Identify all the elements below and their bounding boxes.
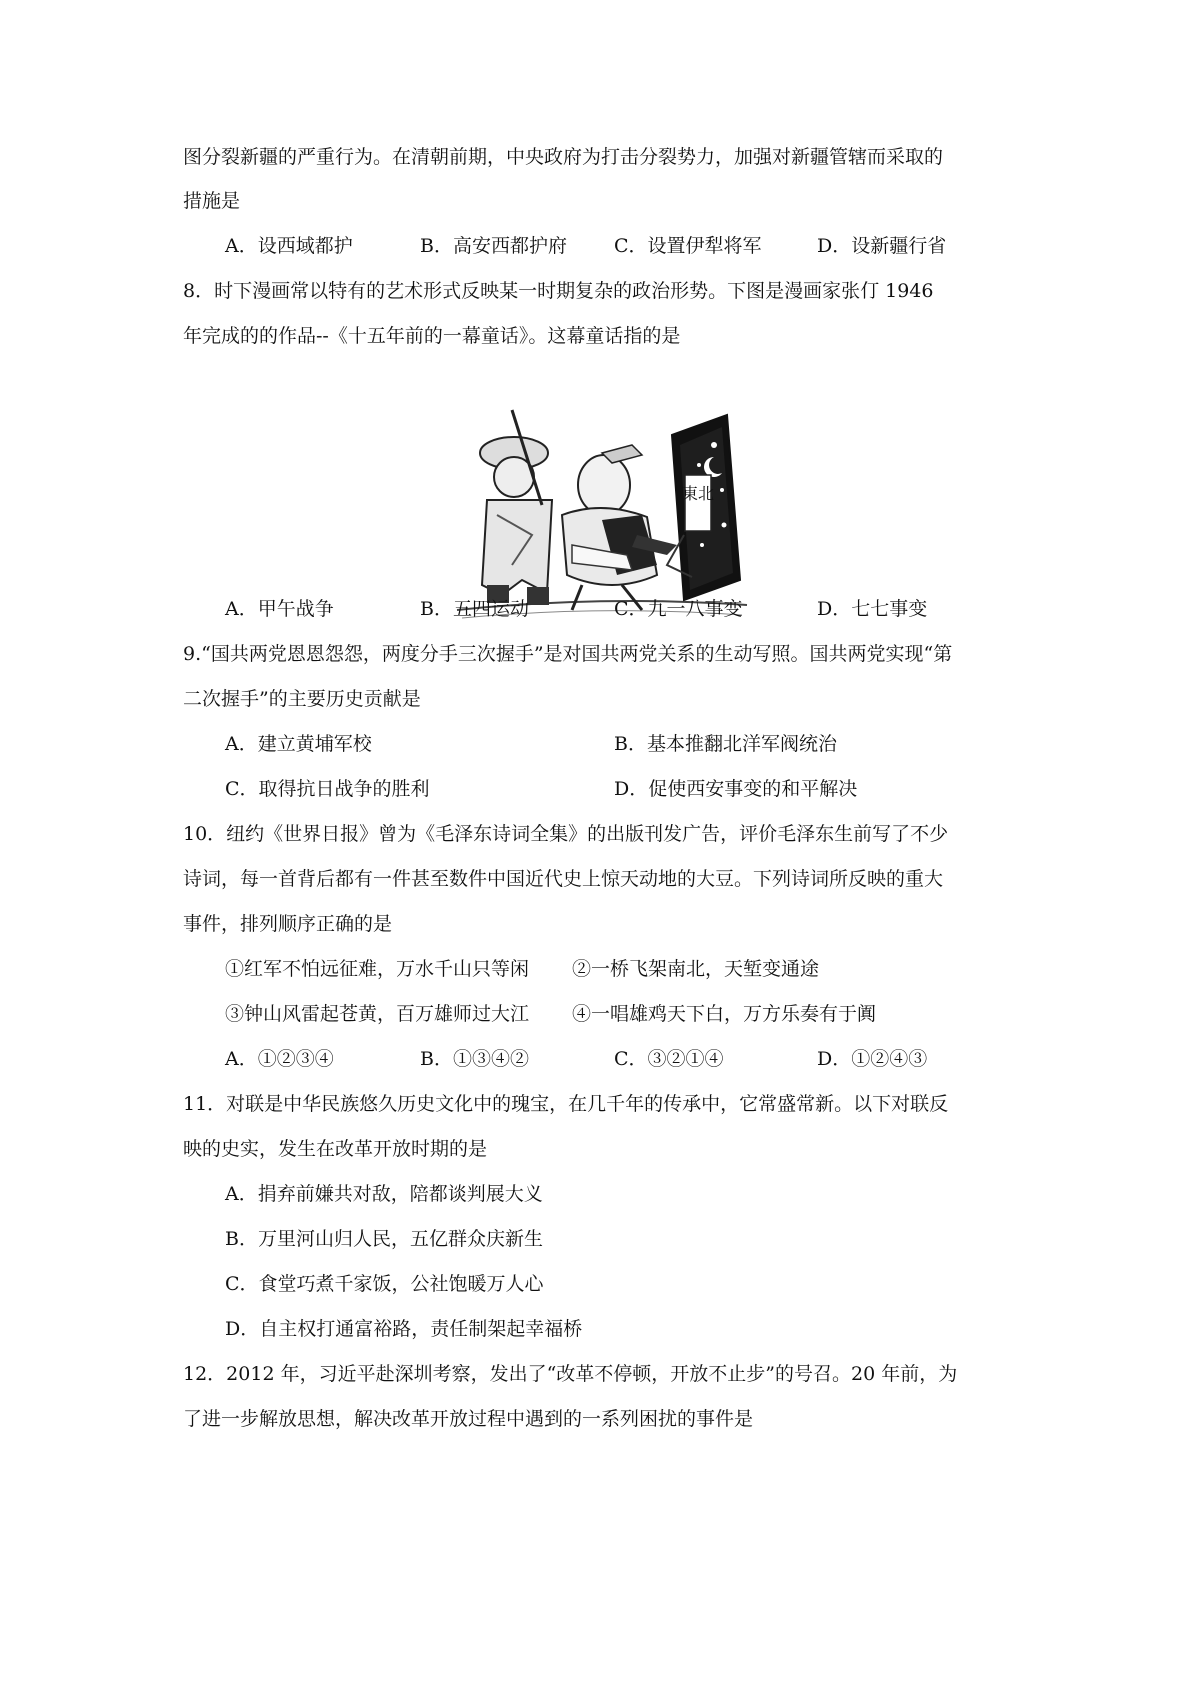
q11-option-c: C．食堂巧煮千家饭，公社饱暖万人心 [225, 1273, 544, 1295]
q8-stem-line1: 8．时下漫画常以特有的艺术形式反映某一时期复杂的政治形势。下图是漫画家张仃 1946 [183, 280, 934, 302]
q10-poem-3: ③钟山风雷起苍黄，百万雄师过大江 [225, 1003, 530, 1025]
q10-stem-line1: 10．纽约《世界日报》曾为《毛泽东诗词全集》的出版刊发广告，评价毛泽东生前写了不少 [183, 823, 949, 845]
q8-option-b: B．五四运动 [420, 598, 529, 620]
q12-stem-line1: 12．2012 年，习近平赴深圳考察，发出了“改革不停顿，开放不止步”的号召。20 年前，为 [183, 1363, 958, 1385]
q11-stem-line2: 映的史实，发生在改革开放时期的是 [183, 1138, 488, 1160]
q10-option-d: D．①②④③ [817, 1048, 928, 1070]
q7-option-c: C．设置伊犁将军 [614, 235, 762, 257]
q10-poem-2: ②一桥飞架南北，天堑变通途 [572, 958, 820, 980]
q8-option-d: D．七七事变 [817, 598, 928, 620]
q11-option-b: B．万里河山归人民，五亿群众庆新生 [225, 1228, 543, 1250]
q10-option-c: C．③②①④ [614, 1048, 724, 1070]
q7-stem-line2: 措施是 [183, 190, 241, 212]
q9-option-d: D．促使西安事变的和平解决 [614, 778, 858, 800]
q11-option-a: A．捐弃前嫌共对敌，陪都谈判展大义 [225, 1183, 543, 1205]
q10-option-b: B．①③④② [420, 1048, 529, 1070]
q12-stem-line2: 了进一步解放思想，解决改革开放过程中遇到的一系列困扰的事件是 [183, 1408, 754, 1430]
q11-option-d: D．自主权打通富裕路，责任制架起幸福桥 [225, 1318, 583, 1340]
door-sign-text: 東北 [681, 484, 715, 503]
q10-poem-4: ④一唱雄鸡天下白，万方乐奏有于阗 [572, 1003, 877, 1025]
q9-option-c: C．取得抗日战争的胜利 [225, 778, 430, 800]
q10-stem-line3: 事件，排列顺序正确的是 [183, 913, 393, 935]
q7-option-a: A．设西域都护 [225, 235, 353, 257]
q9-stem-line1: 9.“国共两党恩恩怨怨，两度分手三次握手”是对国共两党关系的生动写照。国共两党实现“第 [183, 643, 953, 665]
q7-option-b: B．高安西都护府 [420, 235, 567, 257]
cartoon-illustration [452, 405, 752, 627]
q8-stem-line2: 年完成的的作品--《十五年前的一幕童话》。这幕童话指的是 [183, 325, 681, 347]
q11-stem-line1: 11．对联是中华民族悠久历史文化中的瑰宝，在几千年的传承中，它常盛常新。以下对联反 [183, 1093, 949, 1115]
q8-option-a: A．甲午战争 [225, 598, 334, 620]
q9-option-a: A．建立黄埔军校 [225, 733, 372, 755]
q9-stem-line2: 二次握手”的主要历史贡献是 [183, 688, 421, 710]
q10-poem-1: ①红军不怕远征难，万水千山只等闲 [225, 958, 530, 980]
q7-option-d: D．设新疆行省 [817, 235, 947, 257]
q9-option-b: B．基本推翻北洋军阀统治 [614, 733, 837, 755]
q10-stem-line2: 诗词，每一首背后都有一件甚至数件中国近代史上惊天动地的大豆。下列诗词所反映的重大 [183, 868, 944, 890]
q10-option-a: A．①②③④ [225, 1048, 334, 1070]
q8-option-c: C．九一八事变 [614, 598, 743, 620]
q7-stem-line1: 图分裂新疆的严重行为。在清朝前期，中央政府为打击分裂势力，加强对新疆管辖而采取的 [183, 146, 944, 168]
